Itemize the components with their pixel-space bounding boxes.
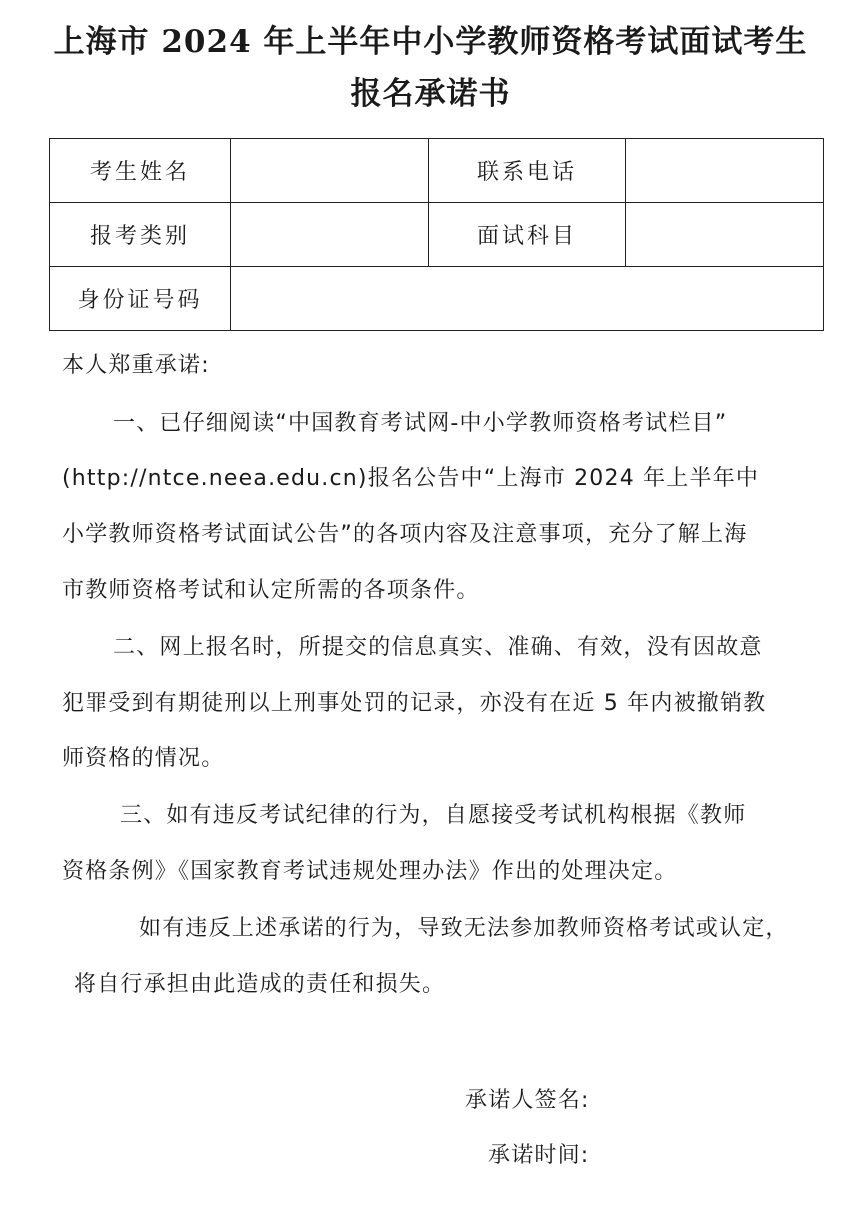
- table-row: [50, 203, 824, 267]
- date-label: 承诺时间:: [488, 1143, 590, 1168]
- id-number-label: 身份证号码: [50, 267, 231, 331]
- pledge-item-2-line-2: 犯罪受到有期徒刑以上刑事处罚的记录，亦没有在近 5 年内被撤销教: [62, 691, 767, 716]
- table-row: [50, 139, 824, 203]
- pledge-item-1-line-3: 小学教师资格考试面试公告”的各项内容及注意事项，充分了解上海: [62, 522, 748, 547]
- id-number-field[interactable]: [231, 267, 824, 331]
- subject-field[interactable]: [626, 203, 824, 267]
- document-title-line1: 上海市 2024 年上半年中小学教师资格考试面试考生: [53, 24, 808, 60]
- pledge-intro: 本人郑重承诺:: [62, 353, 210, 378]
- category-field[interactable]: [231, 203, 429, 267]
- name-label: 考生姓名: [50, 139, 231, 203]
- document-title-line2: 报名承诺书: [350, 76, 511, 112]
- category-label: 报考类别: [50, 203, 231, 267]
- phone-field[interactable]: [626, 139, 824, 203]
- signer-label: 承诺人签名:: [465, 1088, 590, 1113]
- subject-label: 面试科目: [429, 203, 626, 267]
- applicant-info-table: [49, 138, 824, 331]
- pledge-item-3-line-1: 三、如有违反考试纪律的行为，自愿接受考试机构根据《教师: [120, 803, 747, 828]
- pledge-item-3-line-2: 资格条例》《国家教育考试违规处理办法》作出的处理决定。: [62, 859, 678, 884]
- phone-label: 联系电话: [429, 139, 626, 203]
- table-row: [50, 267, 824, 331]
- pledge-item-1-line-2: (http://ntce.neea.edu.cn)报名公告中“上海市 2024 年上半年中: [62, 466, 760, 491]
- pledge-consequence-line-1: 如有违反上述承诺的行为，导致无法参加教师资格考试或认定，: [139, 916, 789, 941]
- name-field[interactable]: [231, 139, 429, 203]
- pledge-consequence-line-2: 将自行承担由此造成的责任和损失。: [74, 972, 446, 997]
- pledge-item-1-line-4: 市教师资格考试和认定所需的各项条件。: [62, 578, 480, 603]
- pledge-item-1-line-1: 一、已仔细阅读“中国教育考试网-中小学教师资格考试栏目”: [113, 411, 728, 436]
- pledge-item-2-line-1: 二、网上报名时，所提交的信息真实、准确、有效，没有因故意: [113, 635, 763, 660]
- pledge-item-2-line-3: 师资格的情况。: [62, 746, 225, 771]
